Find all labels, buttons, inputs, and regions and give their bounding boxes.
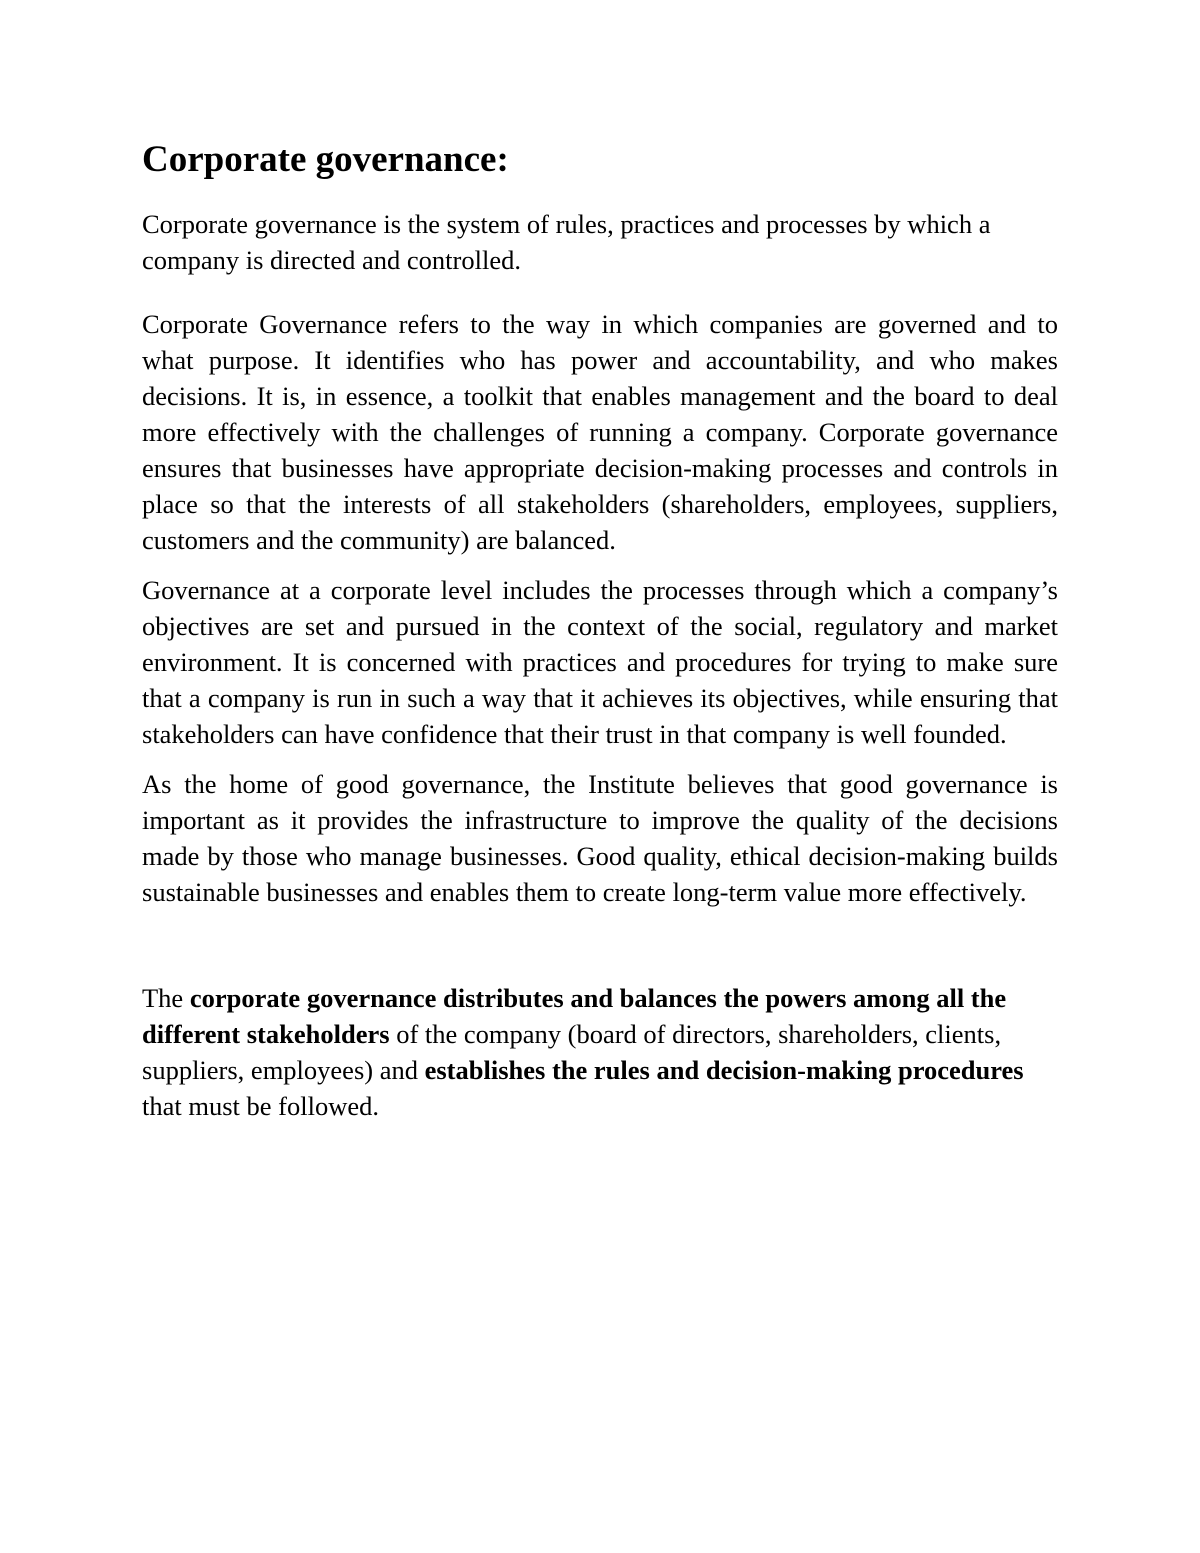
document-title: Corporate governance: [142, 139, 509, 180]
summary-text-2: of the company (board of directors, shareholders, clients, suppliers, employees) and [142, 1019, 1002, 1086]
paragraph-definition: Corporate governance is the system of rules, practices and processes by which a company is directed and controlled. [142, 209, 991, 276]
summary-text-3: that must be followed. [142, 1091, 379, 1122]
paragraph-institute: As the home of good governance, the Institute believes that good governance is important as it provides the infrastructure to improve the quality of the decisions made by those who manage businesses. Good quality, ethical decision-making builds sustainable businesses and enables them to create long-term value more effectively. [142, 769, 1058, 908]
paragraph-purpose: Corporate Governance refers to the way in which companies are governed and to what purpose. It identifies who has power and accountability, and who makes decisions. It is, in essence, a toolkit that enables management and the board to deal more effectively with the challenges of running a company. Corporate governance ensures that businesses have appropriate decision-making processes and controls in place so that the interests of all stakeholders (shareholders, employees, suppliers, customers and the community) are balanced. [142, 309, 1058, 556]
summary-bold-2: establishes the rules and decision-making procedures [424, 1055, 1024, 1086]
paragraph-corporate-level: Governance at a corporate level includes the processes through which a company’s objectives are set and pursued in the context of the social, regulatory and market environment. It is concerned with practices and procedures for trying to make sure that a company is run in such a way that it achieves its objectives, while ensuring that stakeholders can have confidence that their trust in that company is well founded. [142, 575, 1058, 750]
summary-text-1: The [142, 983, 190, 1014]
document-page [142, 138, 1058, 1138]
summary-bold-1: corporate governance distributes and balances the powers among all the different stakeholders [142, 983, 1007, 1050]
paragraph-summary [142, 980, 1058, 1124]
